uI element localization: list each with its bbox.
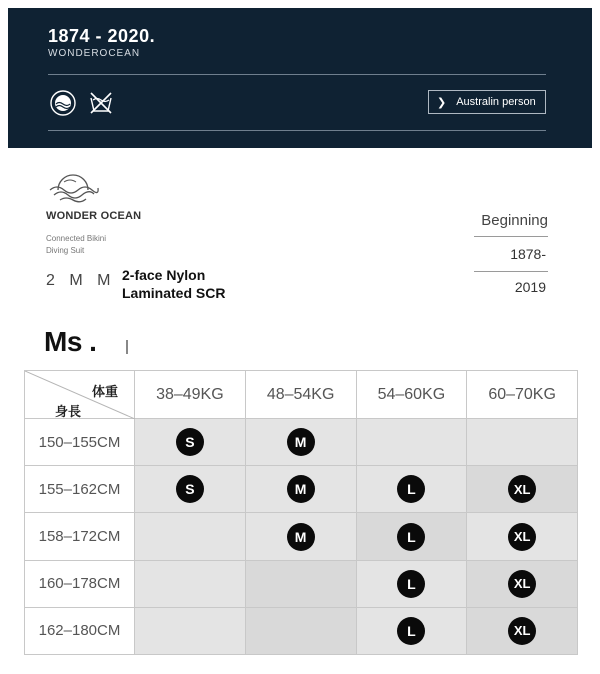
size-cell <box>245 419 356 466</box>
size-badge: XL <box>508 475 536 503</box>
size-badge: L <box>397 617 425 645</box>
size-badge: XL <box>508 523 536 551</box>
weight-column-header: 38–49KG <box>135 371 246 419</box>
size-cell <box>135 513 246 560</box>
since-label: Beginning <box>481 212 548 229</box>
table-header-row <box>25 371 578 419</box>
weight-column-header: 48–54KG <box>245 371 356 419</box>
size-cell <box>467 513 578 560</box>
size-badge: M <box>287 475 315 503</box>
size-cell <box>135 419 246 466</box>
size-cell <box>467 607 578 654</box>
size-cell <box>135 466 246 513</box>
size-cell <box>356 560 467 607</box>
banner-years: 1874 - 2020. <box>48 26 156 46</box>
size-cell <box>135 560 246 607</box>
brand-name: WONDER OCEAN <box>46 210 142 222</box>
since-start: 1878- <box>510 246 546 262</box>
size-cell <box>245 513 356 560</box>
size-badge: M <box>287 523 315 551</box>
height-row-header: 150–155CM <box>25 419 135 466</box>
button-label: Australin person <box>456 96 536 108</box>
height-row-header: 155–162CM <box>25 466 135 513</box>
material-label <box>122 266 262 302</box>
circle-wave-logo-icon <box>50 90 76 116</box>
size-badge: L <box>397 475 425 503</box>
height-row-header: 160–178CM <box>25 560 135 607</box>
size-badge: S <box>176 428 204 456</box>
height-row-header: 162–180CM <box>25 607 135 654</box>
product-line: Connected Bikini <box>46 234 107 243</box>
no-wash-icon <box>88 90 114 116</box>
size-cell <box>356 466 467 513</box>
size-cell <box>245 607 356 654</box>
height-row-header: 158–172CM <box>25 513 135 560</box>
size-badge: XL <box>508 617 536 645</box>
weight-column-header: 54–60KG <box>356 371 467 419</box>
size-cell <box>356 513 467 560</box>
thickness-label: 2 M M <box>46 272 116 289</box>
banner-brand: WONDEROCEAN <box>48 48 141 59</box>
size-badge: S <box>176 475 204 503</box>
material-line: 2-face Nylon <box>122 267 206 283</box>
size-cell <box>467 419 578 466</box>
corner-header <box>25 371 135 419</box>
weight-header: 体重 <box>91 384 118 399</box>
header-banner <box>8 8 592 148</box>
height-header: 身長 <box>55 404 82 419</box>
table-row <box>25 607 578 654</box>
since-block <box>474 212 548 302</box>
product-line: Diving Suit <box>46 246 85 255</box>
gender-label: Ms . <box>44 326 97 357</box>
table-row <box>25 466 578 513</box>
size-cell <box>467 466 578 513</box>
size-badge: XL <box>508 570 536 598</box>
chevron-right-icon: ❯ <box>437 96 447 109</box>
size-cell <box>245 560 356 607</box>
size-badge: L <box>397 570 425 598</box>
since-end: 2019 <box>514 279 546 295</box>
table-row <box>25 419 578 466</box>
table-body <box>25 419 578 655</box>
size-cell <box>356 419 467 466</box>
table-row <box>25 560 578 607</box>
weight-column-header: 60–70KG <box>467 371 578 419</box>
size-cell <box>245 466 356 513</box>
size-cell <box>467 560 578 607</box>
size-badge: M <box>287 428 315 456</box>
size-cell <box>356 607 467 654</box>
australin-person-button[interactable] <box>428 90 546 114</box>
text-cursor-bar <box>126 340 128 354</box>
size-badge: L <box>397 523 425 551</box>
divider <box>48 74 546 75</box>
size-chart-table <box>24 370 578 655</box>
wave-logo-icon <box>46 166 100 206</box>
size-cell <box>135 607 246 654</box>
material-line: Laminated SCR <box>122 285 226 301</box>
divider <box>48 130 546 131</box>
product-description <box>46 233 136 257</box>
table-row <box>25 513 578 560</box>
